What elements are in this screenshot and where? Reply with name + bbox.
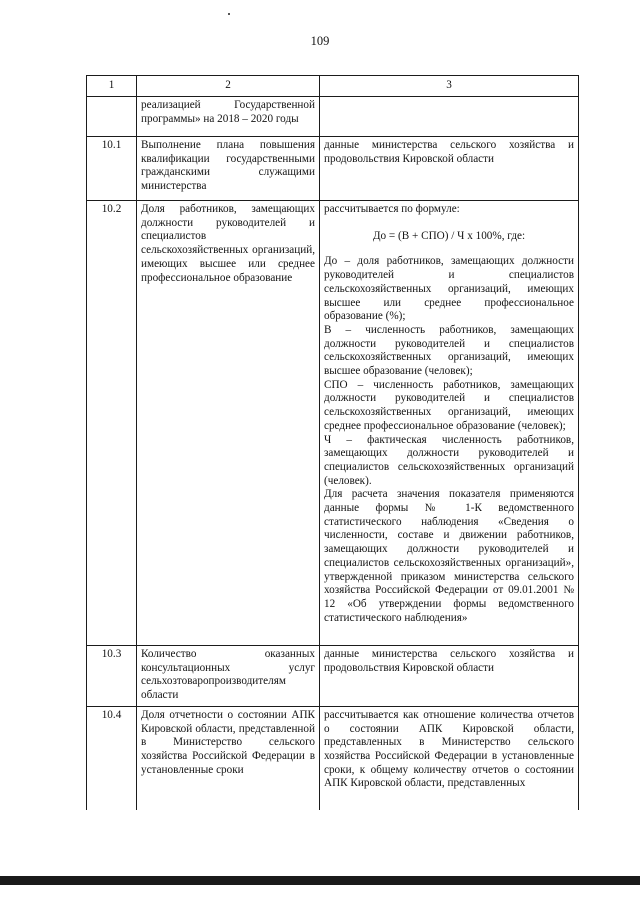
- row-number: 10.4: [87, 706, 137, 810]
- indicator-name: Выполнение плана повышения квалификации государственными гражданскими служащими министерства: [137, 137, 320, 201]
- method-intro: рассчитывается по формуле:: [324, 203, 460, 215]
- calculation-method: [320, 201, 579, 646]
- data-source-note: Для расчета значения показателя применяются данные формы № 1-К ведомственного статистического наблюдения «Сведения о численности, составе и движении работников, замещающих должности руководителей и специалистов сельскохозяйственных организаций», утвержденной приказом министерства сельского хозяйства Российской Федерации от 09.01.2001 № 12 «Об утверждении формы ведомственного статистического наблюдения»: [324, 488, 574, 624]
- indicator-name: Количество оказанных консультационных услуг сельхозтоваропроизводителям области: [137, 646, 320, 707]
- header-col-2: 2: [137, 76, 320, 97]
- header-col-3: 3: [320, 76, 579, 97]
- table-row: [87, 706, 579, 810]
- calculation-method: рассчитывается как отношение количества отчетов о состоянии АПК Кировской области, представленных в Министерство сельского хозяйства Российской Федерации в установленные сроки, к общему количеству отчетов о состоянии АПК Кировской области, представленных: [320, 706, 579, 810]
- indicator-name: реализацией Государственной программы» на 2018 – 2020 годы: [137, 97, 320, 137]
- row-number: [87, 97, 137, 137]
- indicators-table: [86, 75, 579, 810]
- row-number: 10.3: [87, 646, 137, 707]
- definition-v: В – численность работников, замещающих должности руководителей и специалистов сельскохозяйственных организаций, имеющих высшее образование (человек);: [324, 323, 574, 378]
- table-row: [87, 201, 579, 646]
- definition-spo: СПО – численность работников, замещающих должности руководителей и специалистов сельскохозяйственных организаций, имеющих среднее профессиональное образование (человек);: [324, 378, 574, 432]
- calculation-method: [320, 97, 579, 137]
- calculation-method: данные министерства сельского хозяйства и продовольствия Кировской области: [320, 646, 579, 707]
- calculation-method: данные министерства сельского хозяйства и продовольствия Кировской области: [320, 137, 579, 201]
- row-number: 10.2: [87, 201, 137, 646]
- scan-edge-bar: [0, 876, 640, 885]
- header-col-1: 1: [87, 76, 137, 97]
- definition-ch: Ч – фактическая численность работников, замещающих должности руководителей и специалистов сельскохозяйственных организаций (человек).: [324, 433, 574, 487]
- indicator-name: Доля работников, замещающих должности руководителей и специалистов сельскохозяйственных организаций, имеющих высшее или среднее профессиональное образование: [137, 201, 320, 646]
- table-row: [87, 646, 579, 707]
- table-header-row: [87, 76, 579, 97]
- row-number: 10.1: [87, 137, 137, 201]
- scan-speck: [228, 13, 230, 15]
- formula: До = (В + СПО) / Ч х 100%, где:: [372, 229, 526, 242]
- definition-do: До – доля работников, замещающих должности руководителей и специалистов сельскохозяйственных организаций, имеющих высшее или среднее профессиональное образование (%);: [324, 255, 574, 323]
- indicator-name: Доля отчетности о состоянии АПК Кировской области, представленной в Министерство сельского хозяйства Российской Федерации в установленные сроки: [137, 706, 320, 810]
- table-row: [87, 137, 579, 201]
- table-row: [87, 97, 579, 137]
- page-number: 109: [310, 34, 330, 48]
